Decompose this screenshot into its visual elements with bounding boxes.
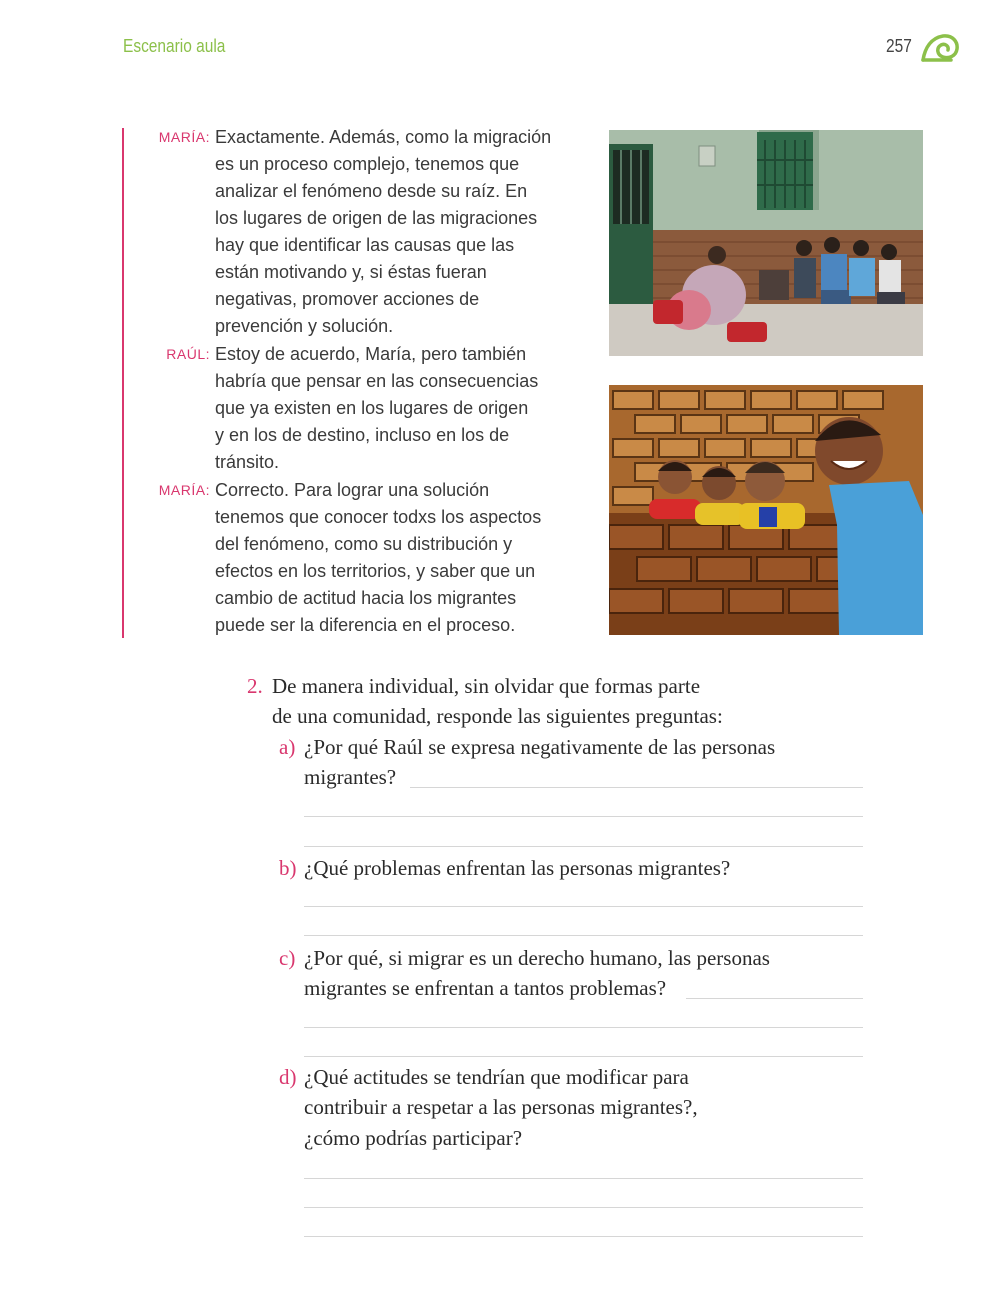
dialog-line: negativas, promover acciones de [215, 289, 480, 309]
dialog-line: cambio de actitud hacia los migrantes [215, 588, 517, 608]
migrants-street-photo [609, 130, 923, 356]
question-letter: a) [279, 735, 296, 759]
question-text: migrantes? [304, 765, 397, 789]
children-brick-wall-photo [609, 385, 923, 635]
answer-line[interactable] [304, 906, 863, 907]
answer-line[interactable] [304, 1027, 863, 1028]
dialog-line: Exactamente. Además, como la migración [215, 127, 552, 147]
answer-line[interactable] [304, 1178, 863, 1179]
dialog-line: habría que pensar en las consecuencias [215, 371, 539, 391]
dialog-line: están motivando y, si éstas fueran [215, 262, 487, 282]
answer-line[interactable] [686, 998, 863, 999]
answer-line[interactable] [410, 787, 863, 788]
speaker-label: MARÍA: [158, 482, 210, 498]
speaker-label: RAÚL: [166, 346, 210, 362]
question-text: ¿Por qué Raúl se expresa negativamente de las personas [304, 735, 776, 759]
question-text: ¿cómo podrías participar? [304, 1126, 523, 1150]
dialog-line: tránsito. [215, 452, 280, 472]
activity-intro-line: de una comunidad, responde las siguientes preguntas: [272, 704, 723, 728]
answer-line[interactable] [304, 816, 863, 817]
dialog-line: es un proceso complejo, tenemos que [215, 154, 520, 174]
dialog-line: prevención y solución. [215, 316, 394, 336]
dialog-line: tenemos que conocer todxs los aspectos [215, 507, 542, 527]
dialog-line: Estoy de acuerdo, María, pero también [215, 344, 527, 364]
answer-line[interactable] [304, 1236, 863, 1237]
question-letter: d) [279, 1065, 297, 1089]
question-text: contribuir a respetar a las personas migrantes?, [304, 1095, 698, 1119]
snail-spiral-icon [921, 30, 959, 64]
section-title: Escenario aula [123, 36, 226, 56]
dialog-line: los lugares de origen de las migraciones [215, 208, 538, 228]
answer-line[interactable] [304, 846, 863, 847]
question-text: migrantes se enfrentan a tantos problemas? [304, 976, 667, 1000]
question-letter: c) [279, 946, 296, 970]
dialog-line: hay que identificar las causas que las [215, 235, 515, 255]
activity-number: 2. [247, 674, 263, 698]
answer-line[interactable] [304, 1056, 863, 1057]
dialog-line: puede ser la diferencia en el proceso. [215, 615, 516, 635]
question-text: ¿Qué actitudes se tendrían que modificar para [304, 1065, 689, 1089]
dialog-line: analizar el fenómeno desde su raíz. En [215, 181, 528, 201]
question-text: ¿Qué problemas enfrentan las personas migrantes? [304, 856, 731, 880]
speaker-label: MARÍA: [158, 129, 210, 145]
dialog-line: Correcto. Para lograr una solución [215, 480, 490, 500]
question-letter: b) [279, 856, 297, 880]
answer-line[interactable] [304, 1207, 863, 1208]
dialog-line: del fenómeno, como su distribución y [215, 534, 513, 554]
dialog-line: efectos en los territorios, y saber que un [215, 561, 536, 581]
answer-line[interactable] [304, 935, 863, 936]
dialog-line: y en los de destino, incluso en los de [215, 425, 510, 445]
dialog-margin-bar [122, 128, 124, 638]
dialog-line: que ya existen en los lugares de origen [215, 398, 529, 418]
question-text: ¿Por qué, si migrar es un derecho humano, las personas [304, 946, 770, 970]
activity-intro-line: De manera individual, sin olvidar que formas parte [272, 674, 701, 698]
page-number: 257 [886, 36, 912, 56]
